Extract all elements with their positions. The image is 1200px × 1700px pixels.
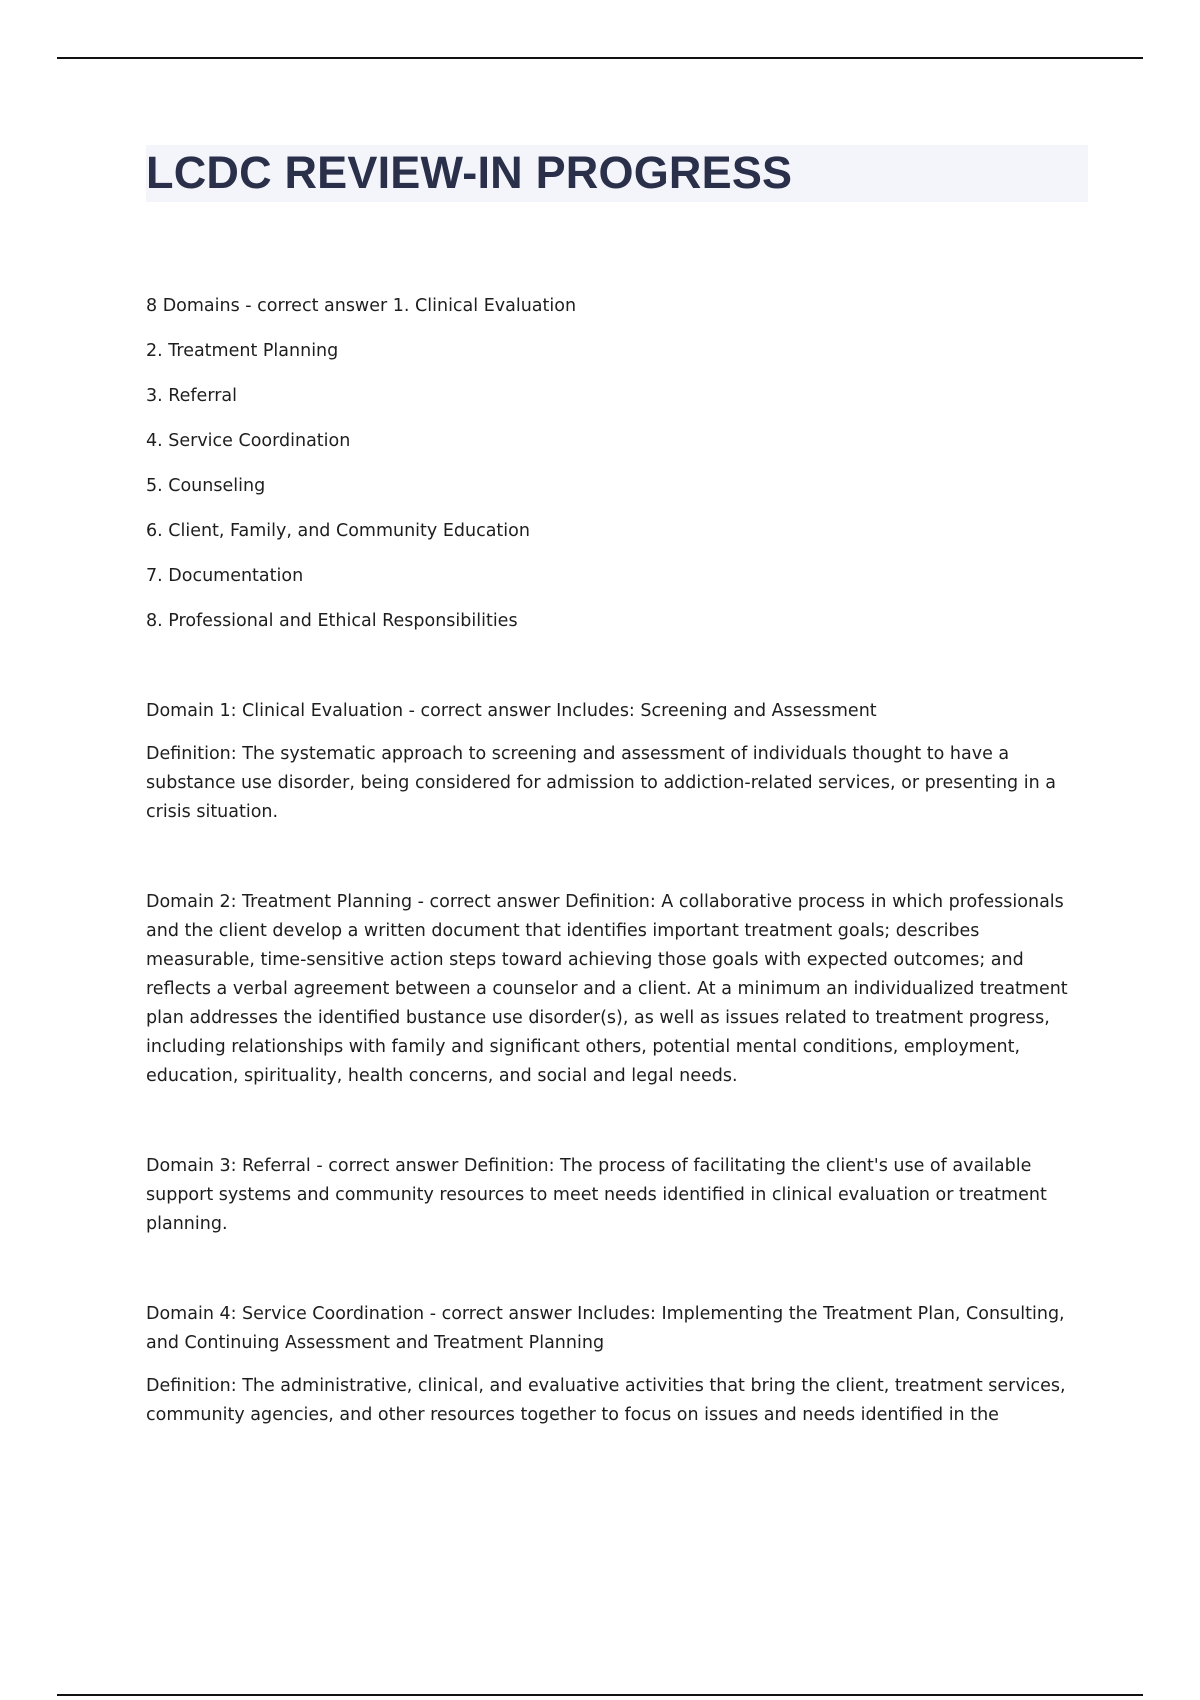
domain-4-definition: Definition: The administrative, clinical, and evaluative activities that bring the client, treatment services, community agencies, and other resources together to focus on issues and needs identified in the <box>146 1376 1066 1425</box>
list-item: 2. Treatment Planning <box>146 341 339 361</box>
bottom-rule <box>57 1694 1143 1696</box>
document-body <box>146 292 1091 1430</box>
list-item: 3. Referral <box>146 386 237 406</box>
domain-4-heading: Domain 4: Service Coordination - correct answer Includes: Implementing the Treatment Plan, Consulting, and Continuing Assessment and Treatment Planning <box>146 1304 1065 1353</box>
domain-2-entry <box>146 888 1091 1091</box>
domain-3-entry <box>146 1152 1091 1239</box>
list-item: 4. Service Coordination <box>146 431 351 451</box>
domain-3-heading: Domain 3: Referral - correct answer Definition: The process of facilitating the client's use of available support systems and community resources to meet needs identified in clinical evaluation or treatment planning. <box>146 1156 1047 1234</box>
top-rule <box>57 57 1143 59</box>
list-item: 5. Counseling <box>146 476 266 496</box>
domain-1-entry <box>146 697 1091 827</box>
list-item: 7. Documentation <box>146 566 304 586</box>
list-item: 6. Client, Family, and Community Education <box>146 521 530 541</box>
domain-2-heading: Domain 2: Treatment Planning - correct answer Definition: A collaborative process in which professionals and the client develop a written document that identifies important treatment goals; describes measurable, time-sensitive action steps toward achieving those goals with expected outcomes; and reflects a verbal agreement between a counselor and a client. At a minimum an individualized treatment plan addresses the identified bustance use disorder(s), as well as issues related to treatment progress, including relationships with family and significant others, potential mental conditions, employment, education, spirituality, health concerns, and social and legal needs. <box>146 892 1068 1086</box>
domain-1-heading: Domain 1: Clinical Evaluation - correct answer Includes: Screening and Assessment <box>146 701 877 721</box>
domain-4-entry <box>146 1300 1091 1430</box>
domain-list <box>146 337 1091 636</box>
list-item: 8. Professional and Ethical Responsibilities <box>146 611 518 631</box>
domains-intro: 8 Domains - correct answer 1. Clinical Evaluation <box>146 296 577 316</box>
domain-1-definition: Definition: The systematic approach to screening and assessment of individuals thought to have a substance use disorder, being considered for admission to addiction-related services, or presenting in a crisis situation. <box>146 744 1056 822</box>
page-title: LCDC REVIEW-IN PROGRESS <box>146 147 793 198</box>
